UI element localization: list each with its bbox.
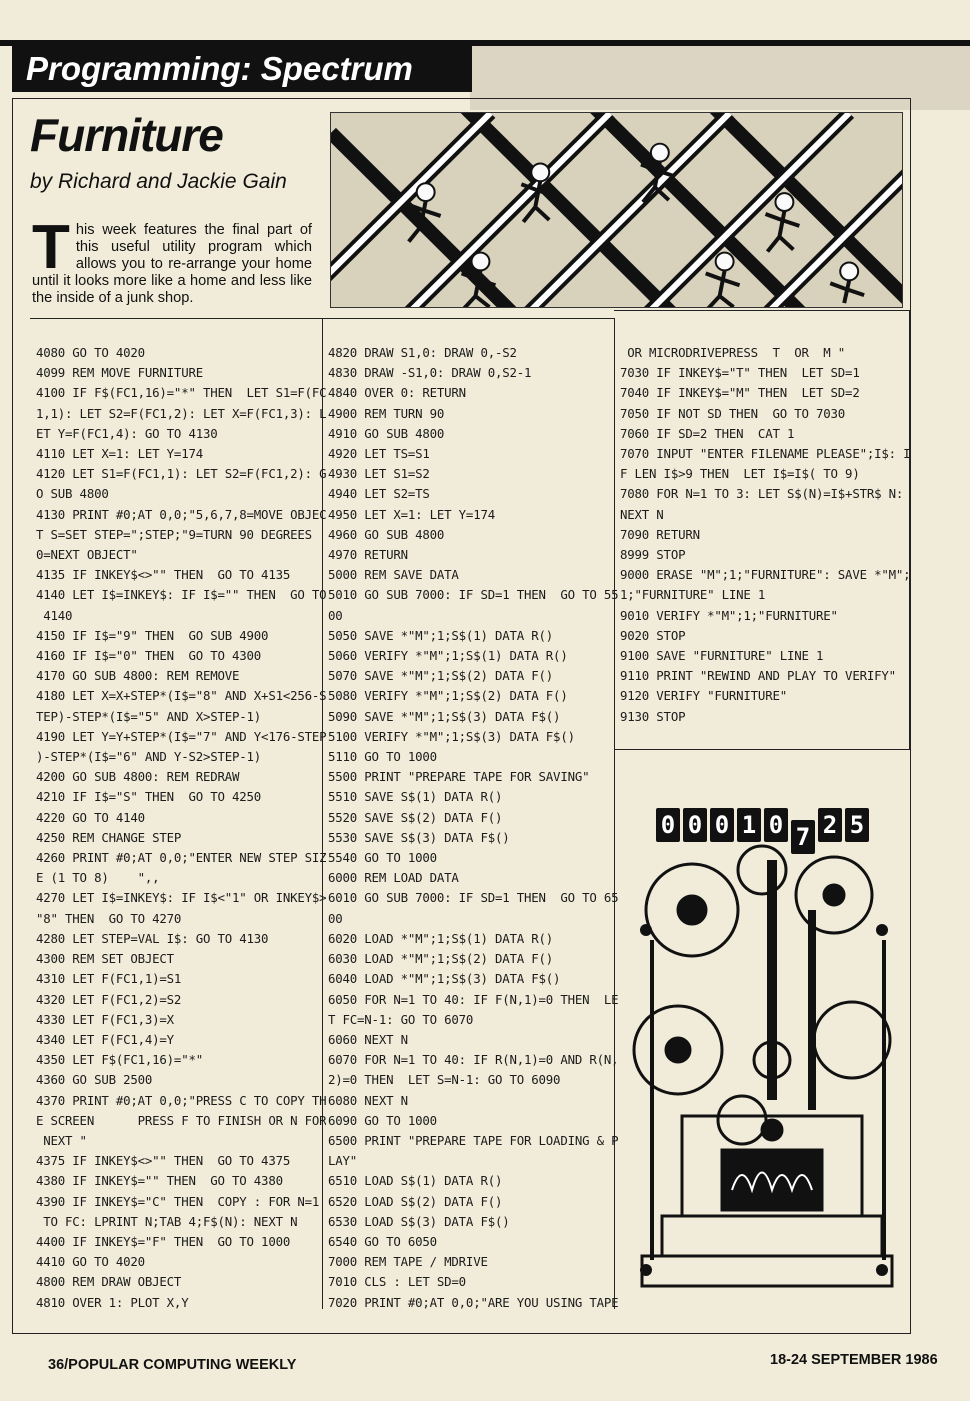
code-line: 4370 PRINT #0;AT 0,0;"PRESS C TO COPY TH [36,1092,326,1108]
code-line: 4190 LET Y=Y+STEP*(I$="7" AND Y<176-STEP [36,728,326,744]
code-line: 4820 DRAW S1,0: DRAW 0,-S2 [328,345,517,360]
code-line: E (1 TO 8) ",, [36,870,160,886]
code-line: TO FC: LPRINT N;TAB 4;F$(N): NEXT N [36,1213,298,1229]
code-line: 7020 PRINT #0;AT 0,0;"ARE YOU USING TAPE [328,1294,619,1310]
code-line: 4330 LET F(FC1,3)=X [36,1011,174,1027]
code-line: 4350 LET F$(FC1,16)="*" [36,1052,203,1068]
code-line: 6070 FOR N=1 TO 40: IF R(N,1)=0 AND R(N, [328,1052,619,1068]
code-line: 2)=0 THEN LET S=N-1: GO TO 6090 [328,1072,561,1088]
code-line: 6520 LOAD S$(2) DATA F() [328,1193,503,1209]
listing-column-2 [328,343,620,1313]
code-line: 7030 IF INKEY$="T" THEN LET SD=1 [620,365,860,381]
code-line: 7040 IF INKEY$="M" THEN LET SD=2 [620,385,860,401]
code-line: 4210 IF I$="S" THEN GO TO 4250 [36,789,262,805]
code-line: 4360 GO SUB 2500 [36,1072,153,1088]
counter-digit: 0 [710,808,734,842]
code-line: 9010 VERIFY *"M";1;"FURNITURE" [620,607,838,623]
code-line: 4110 LET X=1: LET Y=174 [36,446,203,462]
code-line: 5510 SAVE S$(1) DATA R() [328,789,503,805]
code-line: 5100 VERIFY *"M";1;S$(3) DATA F$() [328,728,575,744]
code-line: 4930 LET S1=S2 [328,466,430,482]
code-line: 6040 LOAD *"M";1;S$(3) DATA F$() [328,971,561,987]
code-line: 7070 INPUT "ENTER FILENAME PLEASE";I$: I [620,446,910,462]
code-line: O SUB 4800 [36,486,109,502]
code-line: 7010 CLS : LET SD=0 [328,1274,466,1290]
code-line: 1;"FURNITURE" LINE 1 [620,587,766,603]
code-line: 6540 GO TO 6050 [328,1233,437,1249]
code-line: 4910 GO SUB 4800 [328,425,445,441]
code-line: 5000 REM SAVE DATA [328,567,459,583]
code-line: F LEN I$>9 THEN LET I$=I$( TO 9) [620,466,860,482]
code-line: )-STEP*(I$="6" AND Y-S2>STEP-1) [36,749,262,765]
code-line: 4320 LET F(FC1,2)=S2 [36,991,182,1007]
code-line: 4220 GO TO 4140 [36,809,145,825]
machine-illustration [622,800,904,1300]
code-line: 6010 GO SUB 7000: IF SD=1 THEN GO TO 65 [328,890,619,906]
code-line: 9130 STOP [620,708,686,724]
article-byline: by Richard and Jackie Gain [30,170,287,193]
code-line: 5500 PRINT "PREPARE TAPE FOR SAVING" [328,769,590,785]
code-line: 6510 LOAD S$(1) DATA R() [328,1173,503,1189]
code-line: 9120 VERIFY "FURNITURE" [620,688,787,704]
code-line: 4140 [36,607,73,623]
code-line: 4260 PRINT #0;AT 0,0;"ENTER NEW STEP SIZ [36,850,326,866]
code-line: 4900 REM TURN 90 [328,405,445,421]
code-line: 4160 IF I$="0" THEN GO TO 4300 [36,648,262,664]
code-line: 5540 GO TO 1000 [328,850,437,866]
code-line: 6530 LOAD S$(3) DATA F$() [328,1213,510,1229]
code-line: 4080 GO TO 4020 [36,345,145,360]
code-line: 7080 FOR N=1 TO 3: LET S$(N)=I$+STR$ N: [620,486,904,502]
tape-counter [656,808,869,851]
code-line: 4130 PRINT #0;AT 0,0;"5,6,7,8=MOVE OBJEC [36,506,326,522]
code-line: 4280 LET STEP=VAL I$: GO TO 4130 [36,930,269,946]
code-line: 4830 DRAW -S1,0: DRAW 0,S2-1 [328,365,532,381]
code-line: 6020 LOAD *"M";1;S$(1) DATA R() [328,930,554,946]
code-line: 4135 IF INKEY$<>"" THEN GO TO 4135 [36,567,291,583]
footer-page-number: 36/POPULAR COMPUTING WEEKLY [48,1357,297,1373]
code-line: 5010 GO SUB 7000: IF SD=1 THEN GO TO 55 [328,587,619,603]
listing-column-1 [36,343,326,1313]
code-line: 4170 GO SUB 4800: REM REMOVE [36,668,240,684]
code-line: 7000 REM TAPE / MDRIVE [328,1254,488,1270]
code-line: 4099 REM MOVE FURNITURE [36,365,203,381]
code-line: 7050 IF NOT SD THEN GO TO 7030 [620,405,846,421]
code-line: 4380 IF INKEY$="" THEN GO TO 4380 [36,1173,283,1189]
running-figures-illustration [330,112,903,308]
code-line: 0=NEXT OBJECT" [36,547,138,563]
code-line: 9110 PRINT "REWIND AND PLAY TO VERIFY" [620,668,896,684]
code-line: 6060 NEXT N [328,1031,408,1047]
code-line: 4250 REM CHANGE STEP [36,829,182,845]
code-line: 5070 SAVE *"M";1;S$(2) DATA F() [328,668,554,684]
code-line: 4340 LET F(FC1,4)=Y [36,1031,174,1047]
counter-digit: 7 [791,820,815,854]
code-line: 4375 IF INKEY$<>"" THEN GO TO 4375 [36,1153,291,1169]
counter-digit: 0 [656,808,680,842]
code-line: 5520 SAVE S$(2) DATA F() [328,809,503,825]
code-line: "8" THEN GO TO 4270 [36,910,182,926]
code-line: 00 [328,607,343,623]
code-line: 7060 IF SD=2 THEN CAT 1 [620,425,795,441]
intro-paragraph [32,213,312,307]
code-line: 9100 SAVE "FURNITURE" LINE 1 [620,648,824,664]
code-line: 6500 PRINT "PREPARE TAPE FOR LOADING & P [328,1132,619,1148]
listing-column-3 [620,343,910,727]
code-line: 9020 STOP [620,627,686,643]
code-line: T FC=N-1: GO TO 6070 [328,1011,474,1027]
code-line: TEP)-STEP*(I$="5" AND X>STEP-1) [36,708,262,724]
code-line: 4920 LET TS=S1 [328,446,430,462]
code-line: 6000 REM LOAD DATA [328,870,459,886]
code-line: 4120 LET S1=F(FC1,1): LET S2=F(FC1,2): G [36,466,326,482]
code-line: 6030 LOAD *"M";1;S$(2) DATA F() [328,951,554,967]
code-line: 5530 SAVE S$(3) DATA F$() [328,829,510,845]
code-line: 8999 STOP [620,547,686,563]
code-line: 4390 IF INKEY$="C" THEN COPY : FOR N=1 [36,1193,320,1209]
code-line: 4810 OVER 1: PLOT X,Y [36,1294,189,1310]
code-line: ET Y=F(FC1,4): GO TO 4130 [36,425,218,441]
code-line: 5050 SAVE *"M";1;S$(1) DATA R() [328,627,554,643]
code-line: 6080 NEXT N [328,1092,408,1108]
drop-cap: T [32,213,70,282]
code-line: 1,1): LET S2=F(FC1,2): LET X=F(FC1,3): L [36,405,326,421]
code-line: 4940 LET S2=TS [328,486,430,502]
code-line: 4310 LET F(FC1,1)=S1 [36,971,182,987]
code-line: 4950 LET X=1: LET Y=174 [328,506,495,522]
code-line: 4270 LET I$=INKEY$: IF I$<"1" OR INKEY$> [36,890,326,906]
counter-digit: 1 [737,808,761,842]
code-line: 4100 IF F$(FC1,16)="*" THEN LET S1=F(FC [36,385,326,401]
code-line: OR MICRODRIVEPRESS T OR M " [620,345,846,360]
code-line: 5060 VERIFY *"M";1;S$(1) DATA R() [328,648,568,664]
counter-digit: 5 [845,808,869,842]
section-banner: Programming: Spectrum [12,46,472,92]
code-line: 5110 GO TO 1000 [328,749,437,765]
code-line: 7090 RETURN [620,526,700,542]
code-line: E SCREEN PRESS F TO FINISH OR N FOR [36,1112,326,1128]
code-line: 4300 REM SET OBJECT [36,951,174,967]
code-line: 4180 LET X=X+STEP*(I$="8" AND X+S1<256-S [36,688,326,704]
code-line: 4840 OVER 0: RETURN [328,385,466,401]
code-line: 00 [328,910,343,926]
code-line: NEXT N [620,506,664,522]
code-line: 4410 GO TO 4020 [36,1254,145,1270]
code-line: 6050 FOR N=1 TO 40: IF F(N,1)=0 THEN LE [328,991,619,1007]
code-line: T S=SET STEP=";STEP;"9=TURN 90 DEGREES [36,526,312,542]
intro-text: his week features the final part of this useful utility program which allows you to re-arrange your home until it looks more like a home and less like the inside of a junk shop. [32,222,312,306]
code-line: 4140 LET I$=INKEY$: IF I$="" THEN GO TO [36,587,326,603]
code-line: 4800 REM DRAW OBJECT [36,1274,182,1290]
code-line: 4400 IF INKEY$="F" THEN GO TO 1000 [36,1233,291,1249]
article-headline: Furniture [30,109,223,161]
footer-issue-date: 18-24 SEPTEMBER 1986 [770,1352,938,1368]
counter-digit: 2 [818,808,842,842]
code-line: 4960 GO SUB 4800 [328,526,445,542]
code-line: LAY" [328,1153,358,1169]
code-line: 4200 GO SUB 4800: REM REDRAW [36,769,240,785]
code-line: 9000 ERASE "M";1;"FURNITURE": SAVE *"M"; [620,567,910,583]
code-line: 6090 GO TO 1000 [328,1112,437,1128]
counter-digit: 0 [764,808,788,842]
code-line: 4970 RETURN [328,547,408,563]
code-line: NEXT " [36,1132,87,1148]
code-line: 4150 IF I$="9" THEN GO SUB 4900 [36,627,269,643]
code-line: 5090 SAVE *"M";1;S$(3) DATA F$() [328,708,561,724]
counter-digit: 0 [683,808,707,842]
code-line: 5080 VERIFY *"M";1;S$(2) DATA F() [328,688,568,704]
